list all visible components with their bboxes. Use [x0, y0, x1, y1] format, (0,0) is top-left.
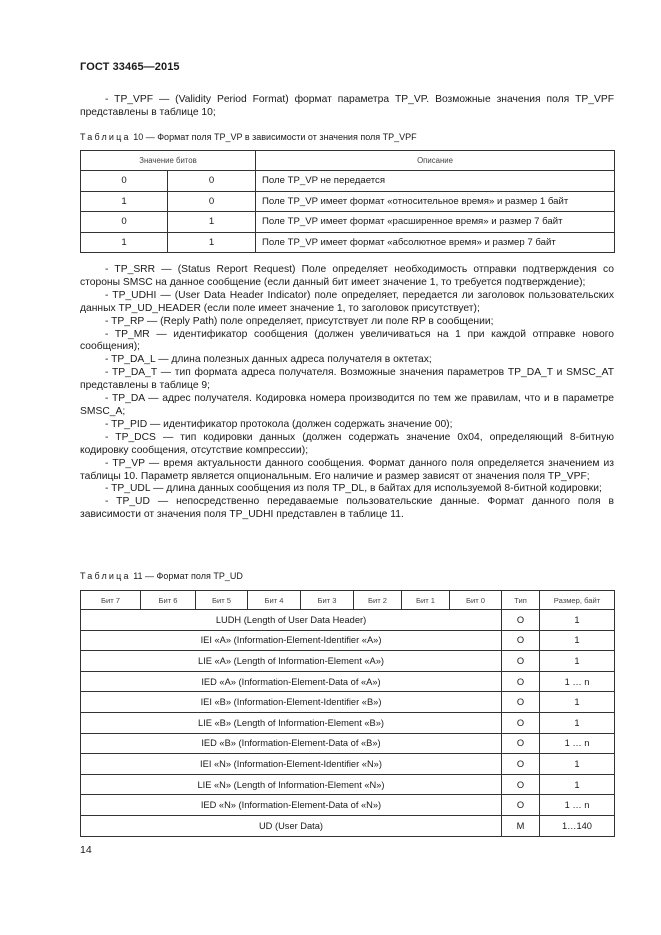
- caption-word: Таблица: [80, 132, 131, 142]
- paragraph: - TP_SRR — (Status Report Request) Поле определяет необходимость отправки подтверждения со стороны SMSC на данное сообщение (если данный бит имеет значение 1, то требуется подтверждение);: [80, 264, 614, 288]
- size-cell: 1 … n: [540, 671, 615, 692]
- table-row: [81, 712, 615, 733]
- paragraph: - TP_VPF — (Validity Period Format) формат параметра TP_VP. Возможные значения поля TP_VPF представлены в таблице 10;: [80, 94, 614, 118]
- field-cell: LUDH (Length of User Data Header): [81, 610, 502, 631]
- header-cell: Бит 1: [402, 591, 450, 610]
- type-cell: O: [502, 733, 540, 754]
- table-row: [81, 232, 615, 253]
- table-row: [81, 630, 615, 651]
- body-text: [80, 264, 614, 522]
- size-cell: 1: [540, 630, 615, 651]
- size-cell: 1: [540, 610, 615, 631]
- header-cell: Бит 6: [141, 591, 196, 610]
- size-cell: 1: [540, 651, 615, 672]
- type-cell: O: [502, 795, 540, 816]
- header-cell: Значение битов: [81, 151, 256, 171]
- header-cell: Бит 5: [196, 591, 248, 610]
- field-cell: IEI «B» (Information-Element-Identifier «B»): [81, 692, 502, 713]
- type-cell: O: [502, 712, 540, 733]
- field-cell: IED «A» (Information-Element-Data of «A»): [81, 671, 502, 692]
- type-cell: M: [502, 815, 540, 836]
- bit-cell: 0: [168, 171, 256, 192]
- size-cell: 1: [540, 774, 615, 795]
- table-row: [81, 191, 615, 212]
- table-row: [81, 171, 615, 192]
- table-row: [81, 754, 615, 775]
- field-cell: LIE «B» (Length of Information-Element «B»): [81, 712, 502, 733]
- size-cell: 1 … n: [540, 733, 615, 754]
- paragraph: - TP_DA_L — длина полезных данных адреса получателя в октетах;: [105, 354, 432, 366]
- table-11: [80, 590, 615, 837]
- description-cell: Поле TP_VP не передается: [256, 171, 615, 192]
- paragraph: - TP_MR — идентификатор сообщения (должен увеличиваться на 1 при каждой отправке нового сообщения);: [80, 328, 614, 353]
- paragraph: - TP_DA_T — тип формата адреса получателя. Возможные значения параметров TP_DA_T и SMSC_AT представлены в таблице 9;: [80, 367, 614, 392]
- table-row: [81, 671, 615, 692]
- table10-caption: [80, 132, 417, 142]
- bit-cell: 0: [81, 212, 168, 233]
- type-cell: O: [502, 671, 540, 692]
- type-cell: O: [502, 692, 540, 713]
- paragraph: - TP_UDHI — (User Data Header Indicator) поле определяет, передается ли заголовок пользовательских данных TP_UD_HEADER (если поле имеет значение 1, то заголовок присутствует);: [80, 289, 614, 314]
- table-row: [81, 795, 615, 816]
- bit-cell: 0: [81, 171, 168, 192]
- type-cell: O: [502, 754, 540, 775]
- document-header: ГОСТ 33465—2015: [80, 61, 180, 73]
- table-header-row: [81, 151, 615, 171]
- paragraph: - TP_DA — адрес получателя. Кодировка номера производится по тем же правилам, что и в параметре SMSC_A;: [80, 393, 614, 417]
- size-cell: 1…140: [540, 815, 615, 836]
- description-cell: Поле TP_VP имеет формат «абсолютное время» и размер 7 байт: [256, 232, 615, 253]
- paragraph: - TP_UDL — длина данных сообщения из поля TP_DL, в байтах для используемой 8-битной кодировки;: [105, 483, 602, 495]
- header-cell: Бит 4: [248, 591, 301, 610]
- table-row: [81, 733, 615, 754]
- field-cell: IEI «N» (Information-Element-Identifier «N»): [81, 754, 502, 775]
- paragraph: - TP_DCS — тип кодировки данных (должен содержать значение 0x04, определяющий 8-битную кодировку сообщения, отсутствие компрессии);: [80, 431, 614, 456]
- table-10: [80, 150, 615, 253]
- table-header-row: [81, 591, 615, 610]
- field-cell: LIE «N» (Length of Information-Element «N»): [81, 774, 502, 795]
- page-number: 14: [80, 844, 92, 856]
- size-cell: 1: [540, 754, 615, 775]
- field-cell: IEI «A» (Information-Element-Identifier «A»): [81, 630, 502, 651]
- table-row: [81, 610, 615, 631]
- table-row: [81, 212, 615, 233]
- paragraph: - TP_VP — время актуальности данного сообщения. Формат данного поля определяется значением из таблицы 10. Параметр является опциональным. Его наличие и размер зависят от значения поля TP_VPF;: [80, 457, 614, 482]
- table-row: [81, 692, 615, 713]
- table-row: [81, 774, 615, 795]
- type-cell: O: [502, 610, 540, 631]
- size-cell: 1: [540, 712, 615, 733]
- caption-text: 10 — Формат поля TP_VP в зависимости от значения поля TP_VPF: [130, 132, 417, 142]
- header-cell: Бит 3: [301, 591, 354, 610]
- header-cell: Описание: [256, 151, 615, 171]
- caption-word: Таблица: [80, 571, 131, 581]
- header-cell: Бит 0: [450, 591, 502, 610]
- table-row: [81, 815, 615, 836]
- paragraph: - TP_RP — (Reply Path) поле определяет, присутствует ли поле RP в сообщении;: [105, 315, 494, 327]
- table11-caption: [80, 571, 243, 581]
- intro-paragraph: [80, 94, 614, 120]
- field-cell: IED «B» (Information-Element-Data of «B»): [81, 733, 502, 754]
- paragraph: - TP_PID — идентификатор протокола (должен содержать значение 00);: [105, 418, 453, 430]
- caption-text: 11 — Формат поля TP_UD: [130, 571, 243, 581]
- bit-cell: 1: [168, 232, 256, 253]
- paragraph: - TP_UD — непосредственно передаваемые пользовательские данные. Формат данного поля в зависимости от значения поля TP_UDHI представлен в таблице 11.: [80, 496, 614, 521]
- type-cell: O: [502, 651, 540, 672]
- bit-cell: 1: [81, 232, 168, 253]
- table-row: [81, 651, 615, 672]
- header-cell: Тип: [502, 591, 540, 610]
- header-cell: Бит 2: [354, 591, 402, 610]
- field-cell: LIE «A» (Length of Information-Element «A»): [81, 651, 502, 672]
- bit-cell: 1: [81, 191, 168, 212]
- size-cell: 1: [540, 692, 615, 713]
- description-cell: Поле TP_VP имеет формат «относительное время» и размер 1 байт: [256, 191, 615, 212]
- type-cell: O: [502, 630, 540, 651]
- header-cell: Размер, байт: [540, 591, 615, 610]
- header-cell: Бит 7: [81, 591, 141, 610]
- type-cell: O: [502, 774, 540, 795]
- bit-cell: 0: [168, 191, 256, 212]
- bit-cell: 1: [168, 212, 256, 233]
- field-cell: UD (User Data): [81, 815, 502, 836]
- size-cell: 1 … n: [540, 795, 615, 816]
- description-cell: Поле TP_VP имеет формат «расширенное время» и размер 7 байт: [256, 212, 615, 233]
- field-cell: IED «N» (Information-Element-Data of «N»): [81, 795, 502, 816]
